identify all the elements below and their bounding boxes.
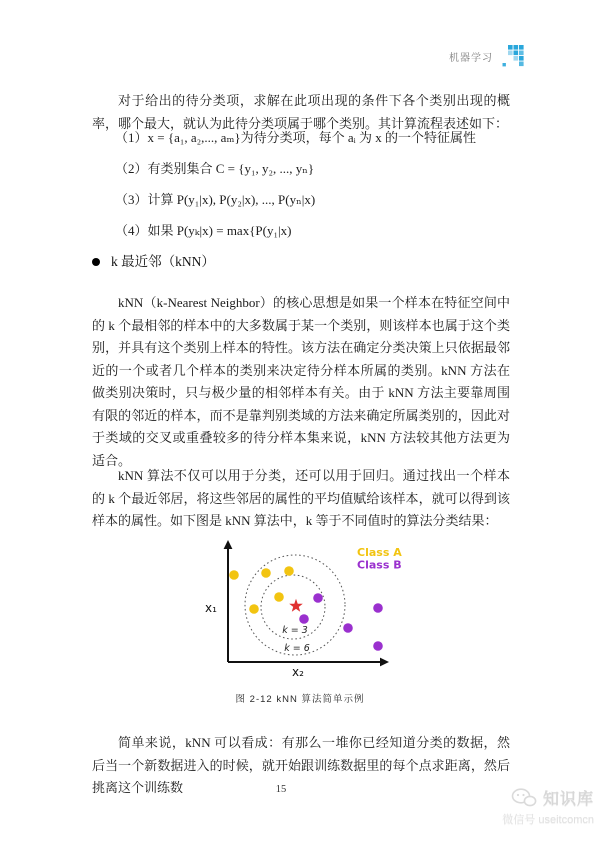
bullet-dot-icon <box>92 258 100 266</box>
paragraph-simple-summary: 简单来说，kNN 可以看成：有那么一堆你已经知道分类的数据，然后当一个新数据进入的时候，就开始跟训练数据里的每个点求距离，然后挑离这个训练数 <box>92 735 510 795</box>
bullet-heading-row <box>92 251 215 273</box>
paragraph-knn-regression: kNN 算法不仅可以用于分类，还可以用于回归。通过找出一个样本的 k 个最近邻居，将这些邻居的属性的平均值赋给该样本，就可以得到该样本的属性。如下图是 kNN 算法中，k 等于不同值时的算法分类结果： <box>92 468 510 528</box>
y-axis-arrowhead <box>224 540 233 549</box>
class-a-point <box>229 570 239 580</box>
ring-k-label: k = 3 <box>282 625 308 636</box>
x-axis-label: x₂ <box>292 665 304 679</box>
class-b-point <box>373 603 383 613</box>
query-star <box>289 599 303 612</box>
watermark-brand: 知识库 <box>542 791 594 808</box>
class-b-point <box>313 593 323 603</box>
paragraph-knn-core: kNN（k-Nearest Neighbor）的核心思想是如果一个样本在特征空间中的 k 个最相邻的样本中的大多数属于某一个类别，则该样本也属于这个类别，并具有这个类别上样本的特性。该方法在确定分类决策上只依据最邻近的一个或者几个样本的类别来决定待分样本所属的类别。kNN 方法在做类别决策时，只与极少量的相邻样本有关。由于 kNN 方法主要靠周围有限的邻近的样本，而不是靠判别类域的方法来确定所属类别的，因此对于类域的交叉或重叠较多的待分样本集来说，kNN 方法较其他方法更为适合。 <box>92 295 510 468</box>
page-header <box>449 44 525 69</box>
class-b-point <box>373 641 383 651</box>
steps-list <box>115 126 515 250</box>
class-b-point <box>299 614 309 624</box>
figure-caption: 图 2-12 kNN 算法简单示例 <box>235 694 365 705</box>
legend-entry: Class A <box>357 546 402 559</box>
class-b-point <box>343 623 353 633</box>
knn-figure <box>185 538 407 690</box>
legend-entry: Class B <box>357 558 402 572</box>
ring-k-label: k = 6 <box>284 643 310 654</box>
step-item-4: （4）如果 P(yₖ|x) = max{P(y₁|x) <box>115 223 292 238</box>
y-axis-label: x₁ <box>205 601 217 615</box>
step-item-3: （3）计算 P(y₁|x), P(y₂|x), ..., P(yₙ|x) <box>115 192 316 207</box>
running-head-title: 机器学习 <box>449 53 493 64</box>
class-a-point <box>261 568 271 578</box>
watermark-block <box>464 786 594 827</box>
paragraph-intro: 对于给出的待分类项，求解在此项出现的条件下各个类别出现的概率，哪个最大，就认为此待分类项属于哪个类别。其计算流程表述如下： <box>92 93 510 131</box>
class-a-point <box>284 566 294 576</box>
step-item-2: （2）有类别集合 C = {y₁, y₂, ..., yₙ} <box>115 161 315 176</box>
watermark-wechat-id: 微信号 useitcomcn <box>502 814 594 826</box>
wechat-icon <box>511 788 537 808</box>
class-a-point <box>249 604 259 614</box>
x-axis-arrowhead <box>380 658 389 667</box>
step-item-1: （1）x = {a₁, a₂,..., aₘ}为待分类项，每个 aᵢ 为 x 的一个特征属性 <box>115 130 477 145</box>
pixel-grid-logo-icon <box>502 44 525 69</box>
class-a-point <box>274 592 284 602</box>
bullet-heading-label: k 最近邻（kNN） <box>111 254 215 269</box>
page-number: 15 <box>275 784 287 795</box>
